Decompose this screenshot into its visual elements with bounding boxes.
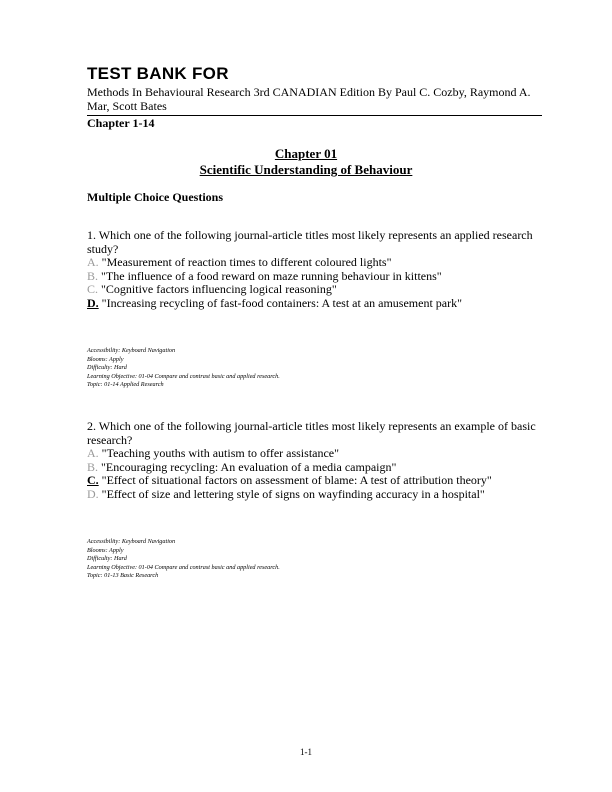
option-a [87, 447, 542, 461]
option-text: "Effect of situational factors on assessment of blame: A test of attribution theory" [98, 473, 492, 487]
meta-topic: Topic: 01-14 Applied Research [87, 381, 164, 389]
meta-accessibility: Accessibility: Keyboard Navigation [87, 347, 176, 354]
question-2-metadata [87, 538, 387, 581]
meta-accessibility: Accessibility: Keyboard Navigation [87, 538, 176, 545]
question-stem: 2. Which one of the following journal-article titles most likely represents an example of basic research? [87, 419, 536, 447]
option-d-correct [87, 297, 542, 311]
answer-options [87, 256, 542, 310]
question-stem: 1. Which one of the following journal-article titles most likely represents an applied research study? [87, 228, 533, 256]
option-text: "Cognitive factors influencing logical reasoning" [98, 282, 337, 296]
book-subtitle: Methods In Behavioural Research 3rd CANADIAN Edition By Paul C. Cozby, Raymond A. Mar, Scott Bates [87, 85, 531, 113]
option-b [87, 461, 542, 475]
document-title: TEST BANK FOR [87, 64, 229, 83]
option-letter: D. [87, 486, 99, 501]
option-letter-correct: C. [87, 473, 99, 487]
meta-blooms: Blooms: Apply [87, 546, 124, 554]
question-1 [87, 229, 542, 310]
meta-learning-objective: Learning Objective: 01-04 Compare and contrast basic and applied research. [87, 372, 280, 380]
option-letter: B. [87, 268, 99, 283]
question-2 [87, 420, 542, 501]
option-letter: B. [87, 459, 99, 474]
option-letter: A. [87, 255, 99, 269]
option-text: "Effect of size and lettering style of signs on wayfinding accuracy in a hospital" [98, 486, 485, 501]
chapter-title: Scientific Understanding of Behaviour [199, 162, 413, 177]
answer-options [87, 447, 542, 501]
option-b [87, 270, 542, 284]
meta-difficulty: Difficulty: Hard [87, 555, 127, 563]
option-text: "Measurement of reaction times to different coloured lights" [98, 255, 392, 269]
option-text: "The influence of a food reward on maze running behaviour in kittens" [98, 268, 442, 283]
meta-difficulty: Difficulty: Hard [87, 364, 127, 372]
meta-learning-objective: Learning Objective: 01-04 Compare and contrast basic and applied research. [87, 563, 280, 571]
meta-topic: Topic: 01-13 Basic Research [87, 572, 159, 580]
option-text: "Encouraging recycling: An evaluation of a media campaign" [98, 459, 397, 474]
question-1-metadata [87, 347, 387, 390]
option-a [87, 256, 542, 270]
option-c-correct [87, 474, 542, 488]
meta-blooms: Blooms: Apply [87, 355, 124, 363]
option-d [87, 488, 542, 502]
option-letter: C. [87, 282, 99, 296]
option-text: "Increasing recycling of fast-food containers: A test at an amusement park" [98, 295, 463, 310]
chapter-heading [0, 146, 612, 178]
option-c [87, 283, 542, 297]
section-heading: Multiple Choice Questions [87, 190, 224, 204]
page-number: 1-1 [300, 747, 312, 757]
option-text: "Teaching youths with autism to offer assistance" [98, 446, 340, 460]
chapter-number: Chapter 01 [274, 146, 338, 161]
chapter-range: Chapter 1-14 [87, 116, 155, 130]
header-rule [87, 115, 542, 116]
option-letter-correct: D. [87, 295, 99, 310]
option-letter: A. [87, 446, 99, 460]
